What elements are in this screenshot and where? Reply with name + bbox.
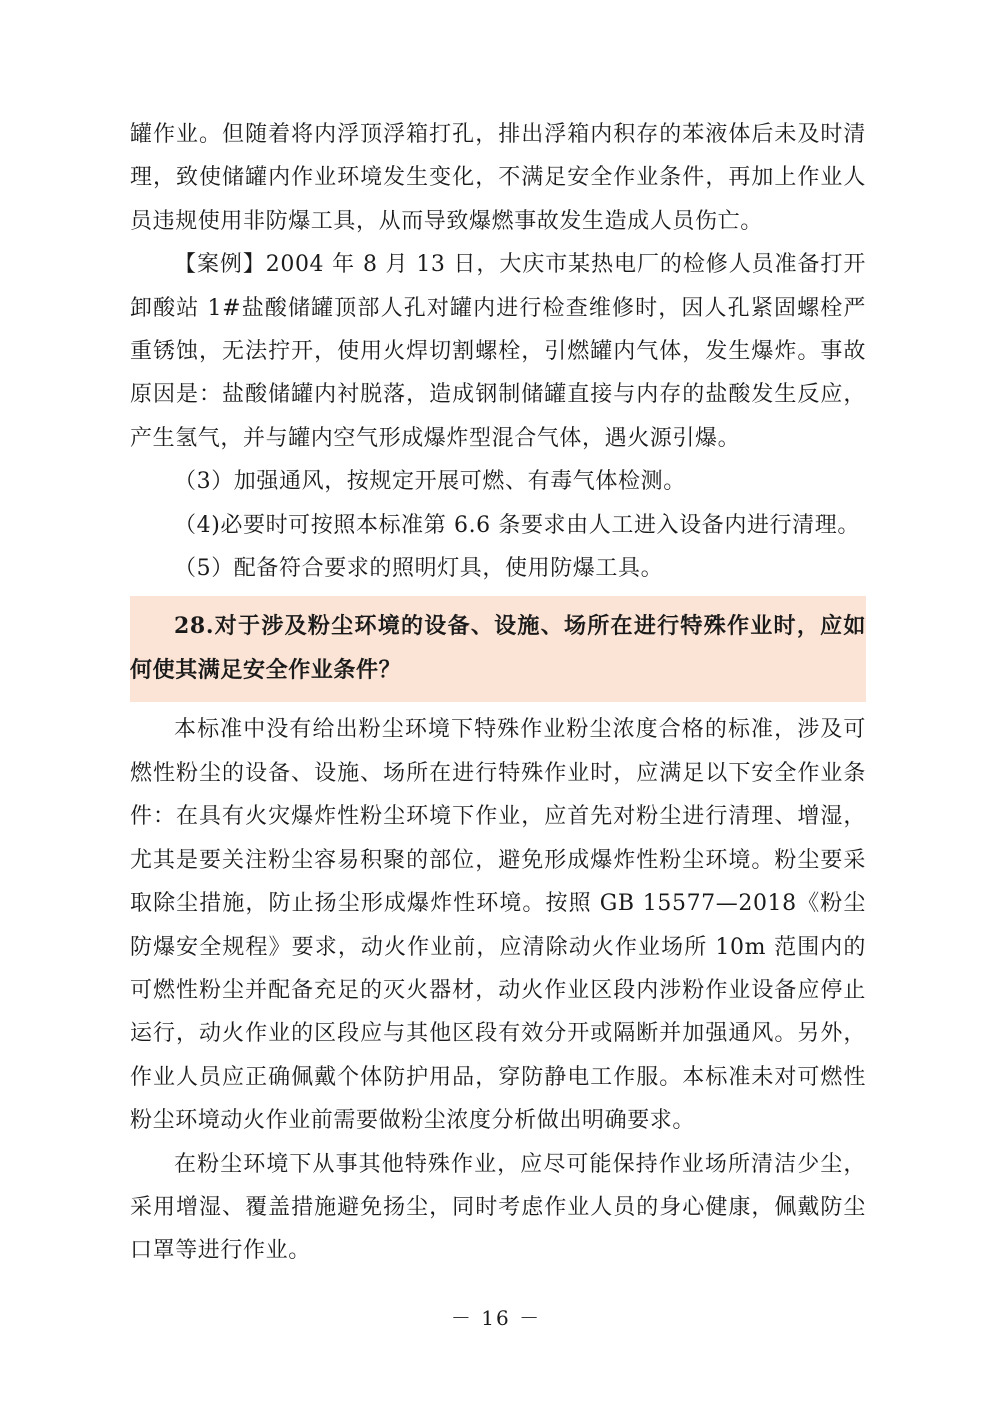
answer-paragraph-1: 本标准中没有给出粉尘环境下特殊作业粉尘浓度合格的标准，涉及可燃性粉尘的设备、设施、场所在进行特殊作业时，应满足以下安全作业条件：在具有火灾爆炸性粉尘环境下作业，应首先对粉尘进行清理、增湿，尤其是要关注粉尘容易积聚的部位，避免形成爆炸性粉尘环境。粉尘要采取除尘措施，防止扬尘形成爆炸性环境。按照 GB 15577—2018《粉尘防爆安全规程》要求，动火作业前，应清除动火作业场所 10m 范围内的可燃性粉尘并配备充足的灭火器材，动火作业区段内涉粉作业设备应停止运行，动火作业的区段应与其他区段有效分开或隔断并加强通风。另外，作业人员应正确佩戴个体防护用品，穿防静电工作服。本标准未对可燃性粉尘环境动火作业前需要做粉尘浓度分析做出明确要求。 bbox=[130, 717, 866, 1134]
answer-paragraph-2: 在粉尘环境下从事其他特殊作业，应尽可能保持作业场所清洁少尘，采用增湿、覆盖措施避免扬尘，同时考虑作业人员的身心健康，佩戴防尘口罩等进行作业。 bbox=[130, 1151, 866, 1264]
paragraph-continuation: 罐作业。但随着将内浮顶浮箱打孔，排出浮箱内积存的苯液体后未及时清理，致使储罐内作业环境发生变化，不满足安全作业条件，再加上作业人员违规使用非防爆工具，从而导致爆燃事故发生造成人员伤亡。 bbox=[130, 122, 866, 234]
document-body bbox=[130, 113, 866, 1273]
question-heading: 28.对于涉及粉尘环境的设备、设施、场所在进行特殊作业时，应如何使其满足安全作业条件？ bbox=[130, 613, 866, 684]
page-number: － 16 － bbox=[450, 1306, 542, 1330]
list-item-5: （5）配备符合要求的照明灯具，使用防爆工具。 bbox=[174, 556, 664, 582]
paragraph-case-example: 【案例】2004 年 8 月 13 日，大庆市某热电厂的检修人员准备打开卸酸站 1#盐酸储罐顶部人孔对罐内进行检查维修时，因人孔紧固螺栓严重锈蚀，无法拧开，使用火焊切割螺栓，引燃罐内气体，发生爆炸。事故原因是：盐酸储罐内衬脱落，造成钢制储罐直接与内存的盐酸发生反应，产生氢气，并与罐内空气形成爆炸型混合气体，遇火源引爆。 bbox=[130, 252, 866, 451]
list-item-3: （3）加强通风，按规定开展可燃、有毒气体检测。 bbox=[174, 469, 686, 495]
list-item-4: （4)必要时可按照本标准第 6.6 条要求由人工进入设备内进行清理。 bbox=[174, 512, 860, 538]
question-heading-block bbox=[130, 596, 866, 702]
